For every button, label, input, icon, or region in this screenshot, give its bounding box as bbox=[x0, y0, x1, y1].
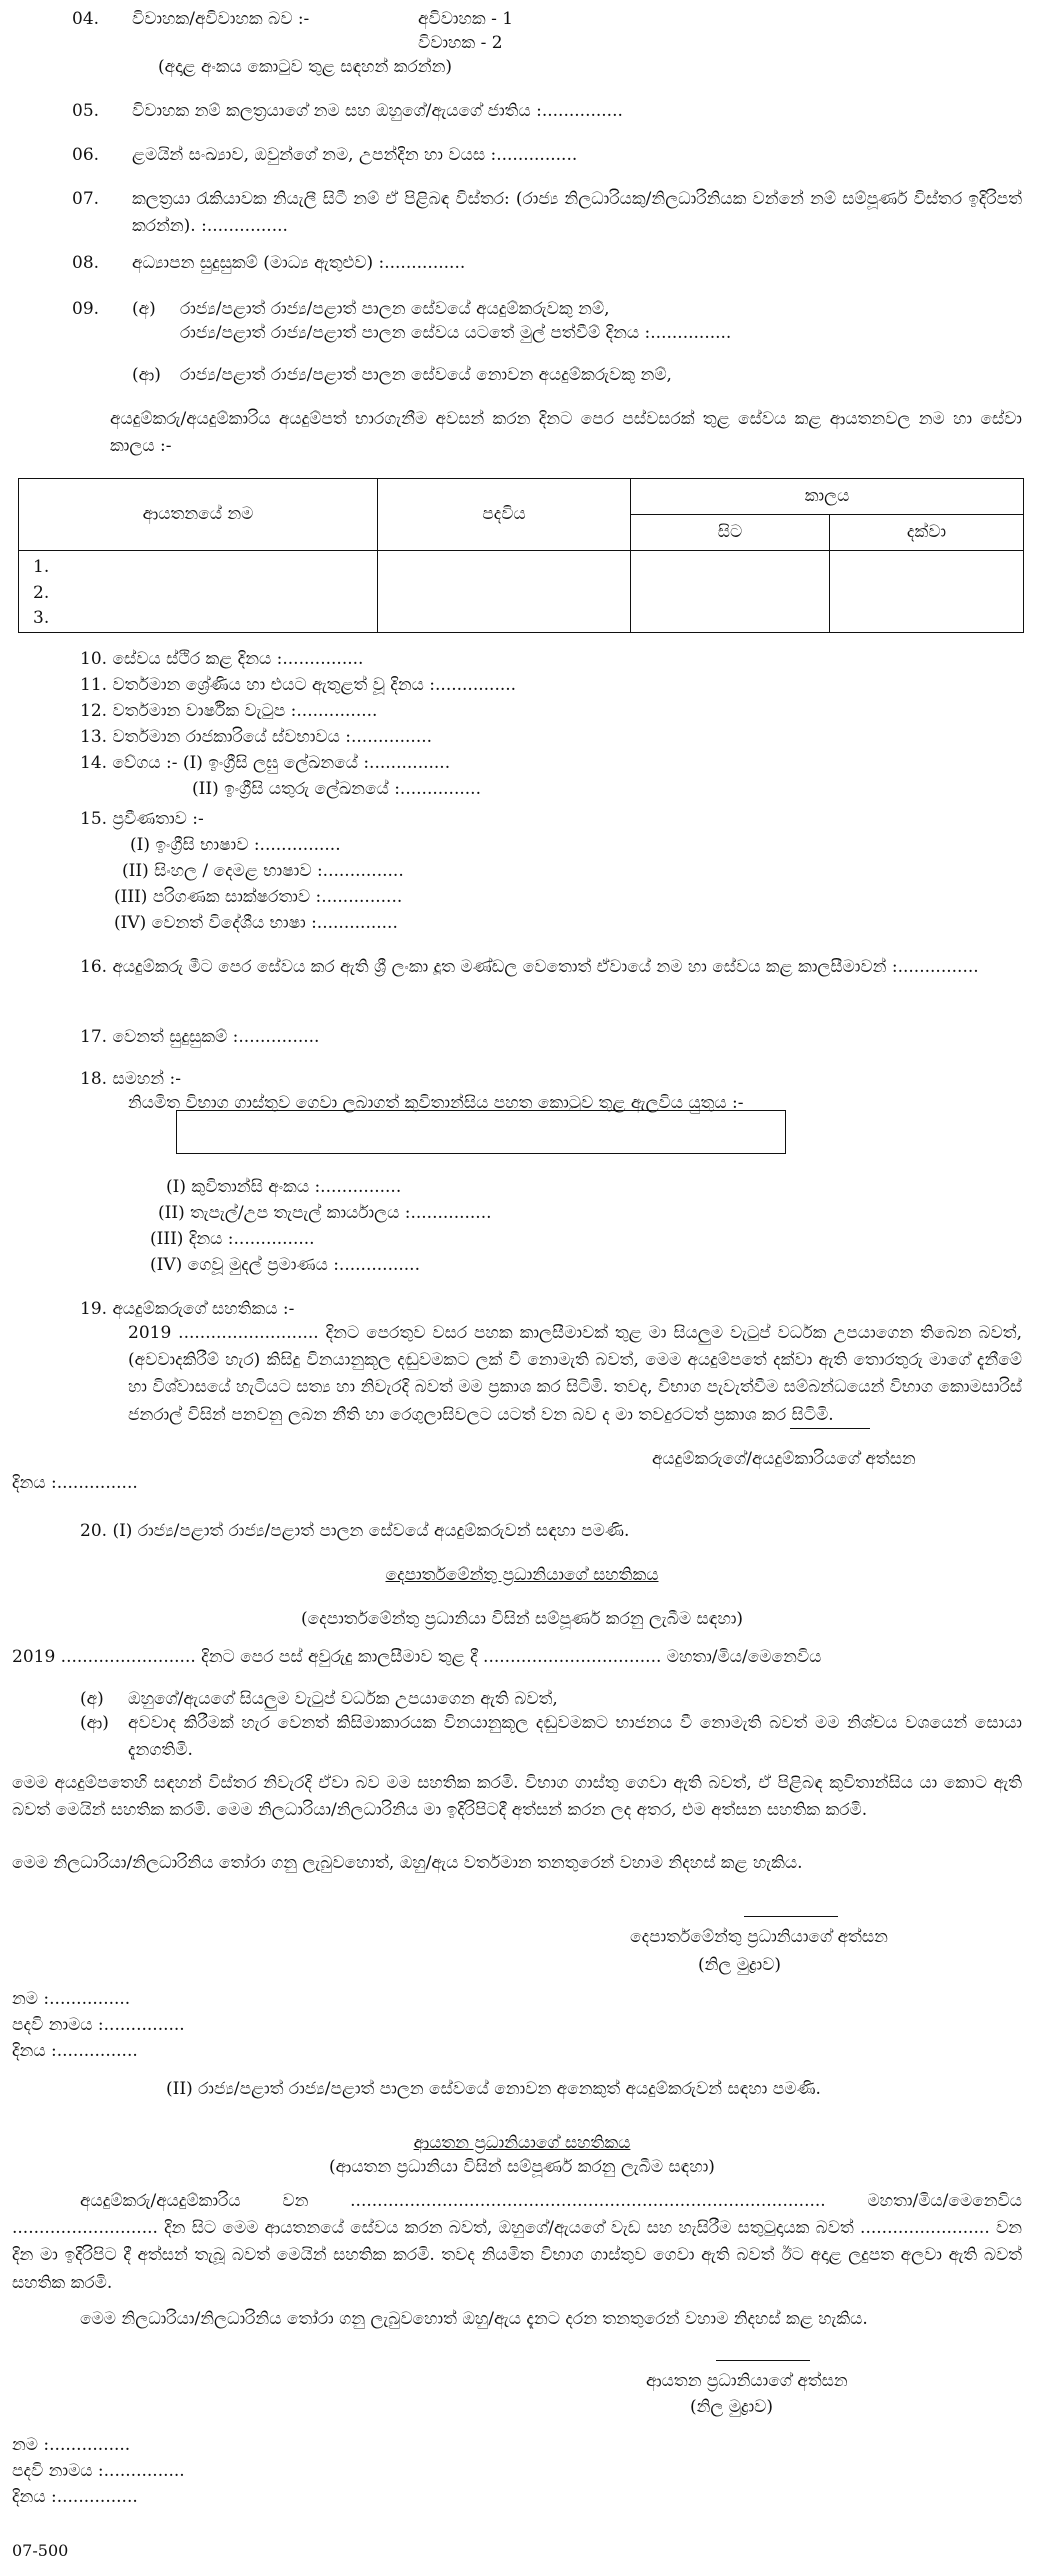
section-20-i-heading: 20. (I) රාජ්‍ය/පළාත් රාජ්‍ය/පළාත් පාලන සේවයේ අයදුම්කරුවන් සඳහා පමණි. bbox=[80, 1521, 630, 1541]
item-09-a-mark: (අ) bbox=[132, 299, 156, 319]
item-09-a-line2: රාජ්‍ය/පළාත් රාජ්‍ය/පළාත් පාලන සේවය යටතේ මුල් පත්වීම් දිනය :............... bbox=[180, 323, 732, 343]
inst-head-certificate-title: ආයතන ප්‍රධානියාගේ සහතිකය bbox=[413, 2133, 631, 2153]
item-14: 14. වේගය :- (I) ඉංග්‍රීසි ලඝු ලේඛනයේ :............... bbox=[80, 753, 451, 773]
footer-code: 07-500 bbox=[12, 2541, 69, 2560]
inst-head-signature-label: ආයතන ප්‍රධානියාගේ අත්සන bbox=[646, 2371, 848, 2391]
dept-head-date: දිනය :............... bbox=[12, 2041, 138, 2061]
item-10: 10. සේවය ස්ථිර කළ දිනය :............... bbox=[80, 649, 364, 669]
col-to-header: දක්වා bbox=[830, 515, 1024, 551]
inst-head-paragraph-1: අයදුම්කරු/අයදුම්කාරිය වන ........................................................................................ මහතා/මිය/මෙනෙවිය ........................... දින සිට මෙම ආයතනයේ සේවය කරන බවත්, ඔහුගේ/ඇයගේ වැඩ සහ හැසිරීම සතුටුදායක බවත් ........................ වන දින මා ඉදිරිපිට දී අත්සන් තැබූ බවත් මෙයින් සහතික කරමි. තවද නියමිත විභාග ගාස්තුව ගෙවා ඇති බවත් ඊට අදාළ ලදුපත අලවා ඇති බවත් සහතික කරමි. bbox=[12, 2191, 1022, 2293]
row-number-2: 2. bbox=[33, 582, 50, 603]
row-number-1: 1. bbox=[33, 557, 50, 577]
dept-head-seal: (නිල මුද්‍රාව) bbox=[698, 1955, 782, 1975]
dept-head-line: 2019 ......................... දිනට පෙර පස් අවුරුදු කාලසීමාව තුළ දී ................................. මහතා/මිය/මෙනෙවිය bbox=[12, 1647, 822, 1667]
item-05-number: 05. bbox=[72, 101, 100, 121]
to-cell[interactable] bbox=[830, 551, 1024, 633]
dept-head-name: නම :............... bbox=[12, 1989, 131, 2009]
item-09-a-line1: රාජ්‍ය/පළාත් රාජ්‍ය/පළාත් පාලන සේවයේ අයදුම්කරුවකු නම්, bbox=[180, 299, 610, 319]
dept-head-certificate-subtitle: (දෙපාර්තමේන්තු ප්‍රධානියා විසින් සම්පූර්ණ කරනු ලැබීම සඳහා) bbox=[300, 1609, 744, 1629]
dept-head-b-mark: (ආ) bbox=[80, 1713, 109, 1733]
receipt-date: (III) දිනය :............... bbox=[150, 1229, 315, 1249]
item-05-label: විවාහක නම් කලත්‍රයාගේ නම සහ ඔහුගේ/ඇයගේ ජාතිය :............... bbox=[132, 101, 623, 121]
row-number-3: 3. bbox=[33, 608, 50, 628]
item-08-number: 08. bbox=[72, 253, 100, 273]
applicant-date: දිනය :............... bbox=[12, 1473, 138, 1493]
item-08-label: අධ්‍යාපන සුදුසුකම් (මාධ්‍ය ඇතුළුව) :............... bbox=[132, 253, 466, 273]
dept-head-paragraph-2: මෙම නිලධාරියා/නිලධාරිනිය තෝරා ගනු ලැබුවහොත්, ඔහු/ඇය වර්තමාන තනතුරෙන් වහාම නිදහස් කළ හැකිය. bbox=[12, 1853, 803, 1873]
receipt-number: (I) කුවිතාන්සි අංකය :............... bbox=[166, 1177, 402, 1197]
inst-head-paragraph-2: මෙම නිලධාරියා/නිලධාරිනිය තෝරා ගනු ලැබුවහොත් ඔහු/ඇය දැනට දරන තනතුරෙන් වහාම නිදහස් කළ හැකිය. bbox=[80, 2309, 868, 2329]
item-15-iv: (IV) වෙනත් විදේශීය භාෂා :............... bbox=[114, 913, 398, 933]
inst-head-seal: (නිල මුද්‍රාව) bbox=[690, 2397, 774, 2417]
item-16: 16. අයදුම්කරු මීට පෙර සේවය කර ඇති ශ්‍රී ලංකා දූත මණ්ඩල වෙතොත් ඒවායේ නම හා සේවය කළ කාලසීමාවන් :............... bbox=[80, 957, 979, 977]
dept-head-certificate-title: දෙපාර්තමේන්තු ප්‍රධානියාගේ සහතිකය bbox=[385, 1565, 659, 1585]
dept-head-a-mark: (අ) bbox=[80, 1689, 104, 1709]
item-07-label: කලත්‍රයා රැකියාවක නියැලී සිටී නම් ඒ පිළිබඳ විස්තර: (රාජ්‍ය නිලධාරියකු/නිලධාරිනියක වන්නේ නම් සම්පූර්ණ විස්තර ඉදිරිපත් කරන්න). :............... bbox=[132, 189, 1022, 237]
col-from-header: සිට bbox=[631, 515, 830, 551]
inst-head-post: පදවි නාමය :............... bbox=[12, 2461, 185, 2481]
post-cell[interactable] bbox=[378, 551, 631, 633]
inst-head-certificate-subtitle: (ආයතන ප්‍රධානියා විසින් සම්පූර්ණ කරනු ලැබීම සඳහා) bbox=[329, 2157, 715, 2177]
item-19-title: 19. අයදුම්කරුගේ සහතිකය :- bbox=[80, 1299, 295, 1319]
applicant-signature-label: අයදුම්කරුගේ/අයදුම්කාරියගේ අත්සන bbox=[652, 1449, 916, 1469]
item-06-number: 06. bbox=[72, 145, 100, 165]
item-04-option-2: විවාහක - 2 bbox=[418, 33, 503, 53]
item-04-number: 04. bbox=[72, 9, 100, 29]
item-04-option-1: අවිවාහක - 1 bbox=[418, 9, 514, 29]
col-period-header: කාලය bbox=[631, 479, 1024, 515]
receipt-post-office: (II) තැපැල්/උප තැපැල් කාර්යාලය :............... bbox=[158, 1203, 492, 1223]
item-11: 11. වර්තමාන ශ්‍රේණිය හා එයට ඇතුළත් වූ දිනය :............... bbox=[80, 675, 517, 695]
item-07-number: 07. bbox=[72, 189, 100, 209]
institution-table bbox=[18, 478, 1024, 633]
dept-head-paragraph-1: මෙම අයදුම්පතෙහි සඳහන් විස්තර නිවැරදි ඒවා බව මම සහතික කරමි. විභාග ගාස්තු ගෙවා ඇති බවත්, ඒ පිළිබඳ කුවිතාන්සිය යා කොට ඇති බවත් මෙයින් සහතික කරමි. මෙම නිලධාරියා/නිලධාරිනිය මා ඉදිරිපිටදී අත්සන් කරන ලද අතර, එම අත්සන සහතික කරමි. bbox=[12, 1773, 1022, 1821]
inst-head-date: දිනය :............... bbox=[12, 2487, 138, 2507]
item-17: 17. වෙනත් සුදුසුකම් :............... bbox=[80, 1027, 320, 1047]
dept-head-signature-label: දෙපාර්තමේන්තු ප්‍රධානියාගේ අත්සන bbox=[630, 1927, 888, 1947]
item-12: 12. වර්තමාන වාර්ෂික වැටුප :............... bbox=[80, 701, 378, 721]
item-09-b-mark: (ආ) bbox=[132, 365, 161, 385]
inst-head-name: නම :............... bbox=[12, 2435, 131, 2455]
item-04-note: (අදාළ අංකය කොටුව තුළ සඳහන් කරන්න) bbox=[158, 57, 453, 77]
item-13: 13. වර්තමාන රාජකාරියේ ස්වභාවය :............... bbox=[80, 727, 433, 747]
table-row bbox=[19, 551, 378, 633]
item-15-i: (I) ඉංග්‍රීසි භාෂාව :............... bbox=[130, 835, 341, 855]
receipt-amount: (IV) ගෙවූ මුදල් ප්‍රමාණය :............... bbox=[150, 1255, 420, 1275]
item-15-ii: (II) සිංහල / දෙමළ භාෂාව :............... bbox=[122, 861, 404, 881]
section-20-ii-heading: (II) රාජ්‍ය/පළාත් රාජ්‍ය/පළාත් පාලන සේවයේ නොවන අනෙකුත් අයදුම්කරුවන් සඳහා පමණි. bbox=[166, 2079, 821, 2099]
item-15: 15. ප්‍රවීණතාව :- bbox=[80, 809, 204, 829]
receipt-box[interactable] bbox=[176, 1110, 786, 1154]
item-18-title: 18. සමහන් :- bbox=[80, 1069, 181, 1089]
dept-head-a-text: ඔහුගේ/ඇයගේ සියලුම වැටුප් වර්ධක උපයාගෙන ඇති බවත්, bbox=[128, 1689, 558, 1709]
item-09-number: 09. bbox=[72, 299, 100, 319]
applicant-certificate-text: 2019 .......................... දිනට පෙරතුව වසර පහක කාලසීමාවක් තුළ මා සියලුම වැටුප් වර්ධක උපයාගෙන තිබෙන බවත්, (අවවාදකිරීම් හැර) කිසිදු විනයානුකූල දඬුවමකට ලක් වී නොමැති බවත්, මෙම අයදුම්පතේ දක්වා ඇති තොරතුරු මාගේ දැනීමේ හා විශ්වාසයේ හැටියට සත්‍ය හා නිවැරදි බවත් මම ප්‍රකාශ කර සිටිමි. තවද, විභාග පැවැත්වීම සම්බන්ධයෙන් විභාග කොමසාරිස් ජනරාල් විසින් පනවනු ලබන නීති හා රෙගුලාසිවලට යටත් වන බව ද මා තවදුරටත් ප්‍රකාශ කර සිටිමි. bbox=[128, 1323, 1022, 1425]
item-09-b-line: රාජ්‍ය/පළාත් රාජ්‍ය/පළාත් පාලන සේවයේ නොවන අයදුම්කරුවකු නම්, bbox=[180, 365, 672, 385]
item-09-paragraph: අයදුම්කරු/අයදුම්කාරිය අයදුම්පත් භාරගැනීම අවසන් කරන දිනට පෙර පස්වසරක් තුළ සේවය කළ ආයතනවල නම හා සේවා කාලය :- bbox=[110, 409, 1022, 457]
dept-head-signature-line bbox=[744, 1916, 838, 1917]
item-06-label: ළමයින් සංඛ්‍යාව, ඔවුන්ගේ නම, උපන්දින හා වයස :............... bbox=[132, 145, 578, 165]
col-post-header: පදවිය bbox=[378, 479, 631, 551]
dept-head-b-text: අවවාද කිරීමක් හැර වෙනත් කිසිමාකාරයක විනයානුකූල දඬුවමකට භාජනය වී නොමැති බවත් මම නිශ්චය වශයෙන් සොයා දැනගතිමි. bbox=[128, 1713, 1022, 1761]
item-04-label: විවාහක/අවිවාහක බව :- bbox=[132, 9, 310, 29]
item-18-note: නියමිත විභාග ගාස්තුව ගෙවා ලබාගත් කුවිතාන්සිය පහත කොටුව තුළ ඇලවිය යුතුය :- bbox=[128, 1093, 744, 1113]
applicant-signature-line bbox=[790, 1428, 870, 1429]
dept-head-post: පදවි නාමය :............... bbox=[12, 2015, 185, 2035]
item-15-iii: (III) පරිගණක සාක්ෂරතාව :............... bbox=[114, 887, 403, 907]
item-14-ii: (II) ඉංග්‍රීසි යතුරු ලේඛනයේ :............... bbox=[192, 779, 481, 799]
from-cell[interactable] bbox=[631, 551, 830, 633]
col-institution-header: ආයතනයේ නම bbox=[19, 479, 378, 551]
inst-head-signature-line bbox=[716, 2360, 810, 2361]
